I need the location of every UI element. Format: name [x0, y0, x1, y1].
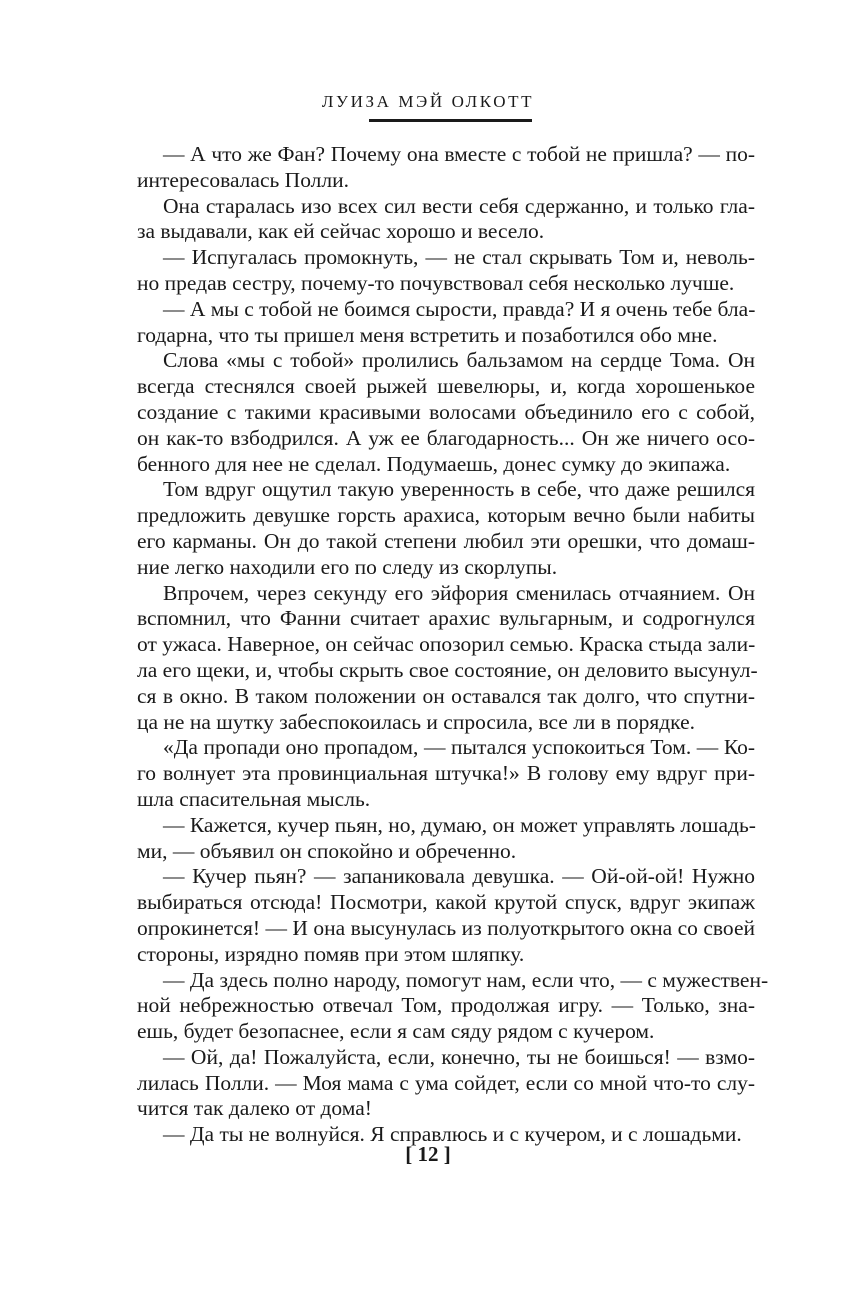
text-line: Слова «мы с тобой» пролились бальзамом на сердце Тома. Он: [163, 348, 755, 373]
text-line: го волнует эта провинциальная штучка!» В голову ему вдруг при-: [137, 761, 755, 786]
text-line: его карманы. Он до такой степени любил эти орешки, что домаш-: [137, 528, 755, 553]
text-line: стороны, изрядно помяв при этом шляпку.: [137, 941, 525, 966]
text-line: чится так далеко от дома!: [137, 1096, 372, 1121]
text-line: опрокинется! — И она высунулась из полуоткрытого окна со своей: [137, 915, 755, 940]
text-line: — Кучер пьян? — запаниковала девушка. — Ой-ой-ой! Нужно: [163, 864, 755, 889]
text-line: но предав сестру, почему-то почувствовал себя несколько лучше.: [137, 270, 735, 295]
text-line: он как-то взбодрился. А уж ее благодарность... Он же ничего осо-: [137, 425, 755, 450]
text-line: лилась Полли. — Моя мама с ума сойдет, если со мной что-то слу-: [137, 1070, 755, 1095]
text-line: ной небрежностью отвечал Том, продолжая игру. — Только, зна-: [137, 993, 755, 1018]
text-line: вспомнил, что Фанни считает арахис вульгарным, и содрогнулся: [137, 606, 755, 631]
text-line: выбираться отсюда! Посмотри, какой крутой спуск, вдруг экипаж: [137, 890, 755, 915]
text-line: — А мы с тобой не боимся сырости, правда? И я очень тебе бла-: [163, 296, 756, 321]
body-text: [137, 142, 769, 1148]
paragraph: [137, 194, 755, 246]
text-line: ние легко находили его по следу из скорлупы.: [137, 554, 558, 579]
text-line: ешь, будет безопаснее, если я сам сяду рядом с кучером.: [137, 1019, 655, 1044]
text-line: — Да ты не волнуйся. Я справлюсь и с кучером, и с лошадьми.: [163, 1122, 742, 1147]
text-line: годарна, что ты пришел меня встретить и позаботился обо мне.: [137, 322, 718, 347]
text-line: шла спасительная мысль.: [137, 786, 371, 811]
paragraph: [137, 297, 755, 349]
text-line: — Кажется, кучер пьян, но, думаю, он может управлять лошадь-: [163, 812, 756, 837]
text-line: предложить девушке горсть арахиса, которым вечно были набиты: [137, 503, 755, 528]
paragraph: [137, 1045, 755, 1122]
text-line: ми, — объявил он спокойно и обреченно.: [137, 838, 517, 863]
paragraph: [137, 142, 755, 194]
paragraph: [137, 580, 758, 736]
text-line: за выдавали, как ей сейчас хорошо и весело.: [137, 219, 545, 244]
header-rule: [369, 119, 532, 122]
paragraph: [137, 245, 755, 297]
text-line: — Да здесь полно народу, помогут нам, если что, — с мужествен-: [163, 967, 769, 992]
text-line: — Ой, да! Пожалуйста, если, конечно, ты не боишься! — взмо-: [163, 1044, 755, 1069]
paragraph: [137, 967, 769, 1045]
text-line: Впрочем, через секунду его эйфория сменилась отчаянием. Он: [163, 580, 755, 605]
text-line: интересовалась Полли.: [137, 167, 349, 192]
paragraph: [137, 348, 755, 477]
paragraph: [137, 735, 755, 812]
text-line: ся в окно. В таком положении он оставался так долго, что спутни-: [137, 683, 755, 708]
text-line: — Испугалась промокнуть, — не стал скрывать Том и, неволь-: [163, 245, 755, 270]
text-line: бенного для нее не сделал. Подумаешь, донес сумку до экипажа.: [137, 451, 731, 476]
text-line: создание с такими красивыми волосами объединило его с собой,: [137, 399, 755, 424]
text-line: от ужаса. Наверное, он сейчас опозорил семью. Краска стыда зали-: [137, 632, 756, 657]
text-line: «Да пропади оно пропадом, — пытался успокоиться Том. — Ко-: [163, 735, 755, 760]
paragraph: [137, 477, 755, 580]
paragraph: [137, 864, 755, 967]
text-line: Том вдруг ощутил такую уверенность в себе, что даже решился: [163, 477, 755, 502]
text-line: Она старалась изо всех сил вести себя сдержанно, и только гла-: [163, 193, 755, 218]
paragraph: [137, 813, 755, 865]
text-line: всегда стеснялся своей рыжей шевелюры, и, когда хорошенькое: [137, 374, 755, 399]
running-header: ЛУИЗА МЭЙ ОЛКОТТ: [321, 92, 535, 111]
text-line: ца не на шутку забеспокоилась и спросила, все ли в порядке.: [137, 709, 695, 734]
text-line: — А что же Фан? Почему она вместе с тобой не пришла? — по-: [163, 142, 755, 166]
text-line: ла его щеки, и, чтобы скрыть свое состояние, он деловито высунул-: [137, 657, 758, 682]
page-number: [ 12 ]: [405, 1142, 451, 1166]
